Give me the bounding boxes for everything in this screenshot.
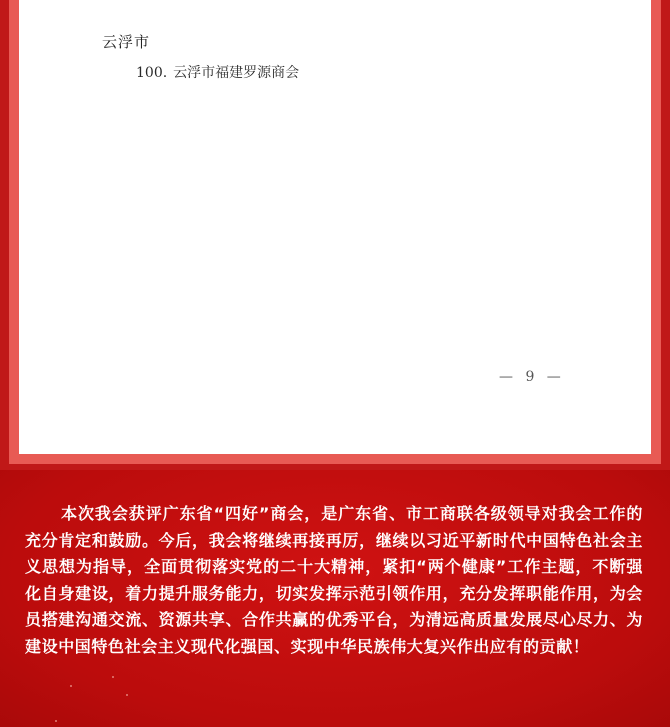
city-heading: 云浮市 [102, 33, 151, 51]
decorative-sparkle [55, 720, 57, 722]
page-number: — 9 — [499, 369, 565, 385]
list-entry [136, 62, 299, 82]
entry-name: 云浮市福建罗源商会 [173, 65, 300, 81]
article-paragraph: 本次我会获评广东省“四好”商会，是广东省、市工商联各级领导对我会工作的充分肯定和鼓励。今后，我会将继续再接再厉，继续以习近平新时代中国特色社会主义思想为指导，全面贯彻落实党的二十大精神，紧扣“两个健康”工作主题，不断强化自身建设，着力提升服务能力，切实发挥示范引领作用，充分发挥职能作用，为会员搭建沟通交流、资源共享、合作共赢的优秀平台，为清远高质量发展尽心尽力、为建设中国特色社会主义现代化强国、实现中华民族伟大复兴作出应有的贡献！ [25, 504, 643, 656]
decorative-sparkle [126, 694, 128, 696]
article-section [0, 470, 670, 727]
entry-number: 100. [136, 65, 168, 81]
decorative-sparkle [70, 685, 72, 687]
decorative-sparkle [112, 676, 114, 678]
document-page [19, 0, 651, 454]
